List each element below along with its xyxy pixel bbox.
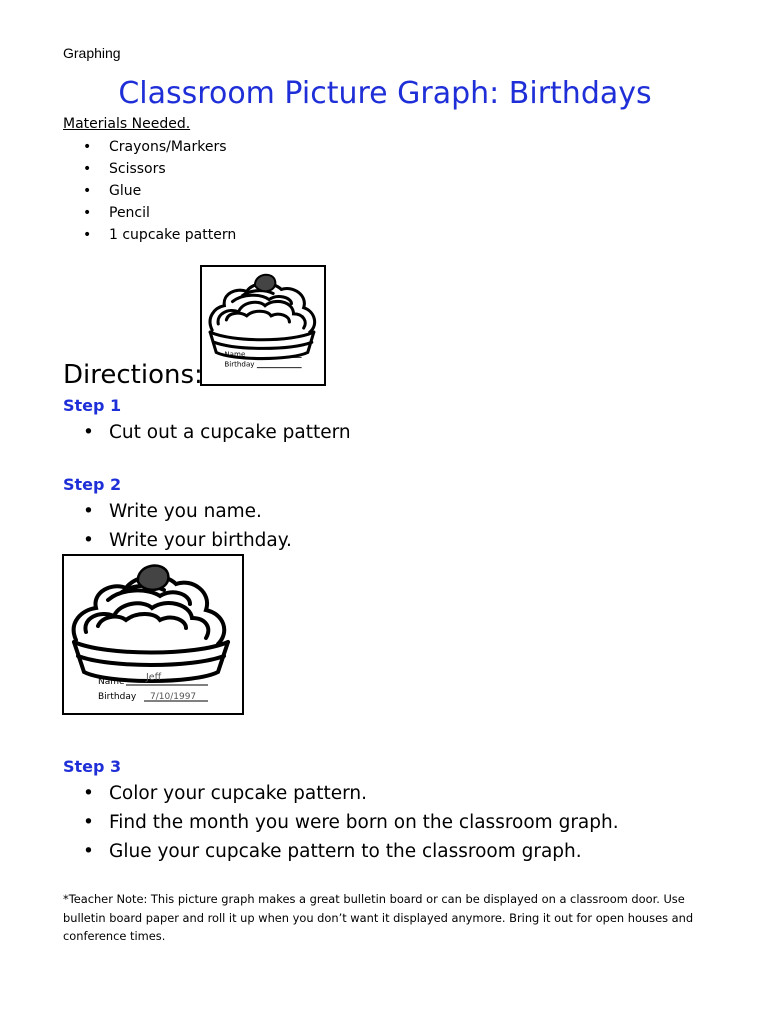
- pattern-birthday-label: Birthday: [224, 359, 255, 369]
- example-birthday-value: 7/10/1997: [150, 692, 197, 702]
- page-title: Classroom Picture Graph: Birthdays: [118, 76, 652, 111]
- step-2-label: Step 2: [63, 475, 122, 494]
- teacher-note: *Teacher Note: This picture graph makes a great bulletin board or can be displayed on a classroom door. Use bulletin board paper and roll it up when you don’t want it displayed anymore. Bring it out for open houses and conference times.: [63, 892, 694, 943]
- list-item: • 1 cupcake pattern: [63, 224, 236, 246]
- step-1-label: Step 1: [63, 396, 122, 415]
- pattern-name-label: Name: [224, 349, 246, 359]
- materials-list: [63, 136, 236, 246]
- list-item: • Write your birthday.: [63, 526, 292, 555]
- list-item: • Cut out a cupcake pattern: [63, 418, 351, 447]
- directions-heading: Directions:: [63, 360, 203, 390]
- list-item: • Color your cupcake pattern.: [63, 779, 619, 808]
- step-3-label: Step 3: [63, 757, 122, 776]
- step-2-list: [63, 497, 292, 555]
- list-item: • Glue: [63, 180, 236, 202]
- list-item: • Pencil: [63, 202, 236, 224]
- example-name-label: Name: [98, 677, 125, 687]
- list-item: • Crayons/Markers: [63, 136, 236, 158]
- cupcake-icon: [64, 556, 242, 713]
- list-item: • Glue your cupcake pattern to the classroom graph.: [63, 837, 619, 866]
- cupcake-icon: [202, 267, 324, 384]
- list-item: • Scissors: [63, 158, 236, 180]
- example-birthday-label: Birthday: [98, 692, 137, 702]
- cupcake-pattern-image: [200, 265, 326, 386]
- step-1-list: [63, 418, 351, 447]
- page-header: Graphing: [63, 45, 121, 61]
- list-item: • Write you name.: [63, 497, 292, 526]
- list-item: • Find the month you were born on the classroom graph.: [63, 808, 619, 837]
- step-3-list: [63, 779, 619, 866]
- example-cupcake-image: [62, 554, 244, 715]
- materials-heading: Materials Needed.: [63, 116, 191, 132]
- example-name-value: Jeff: [146, 672, 162, 683]
